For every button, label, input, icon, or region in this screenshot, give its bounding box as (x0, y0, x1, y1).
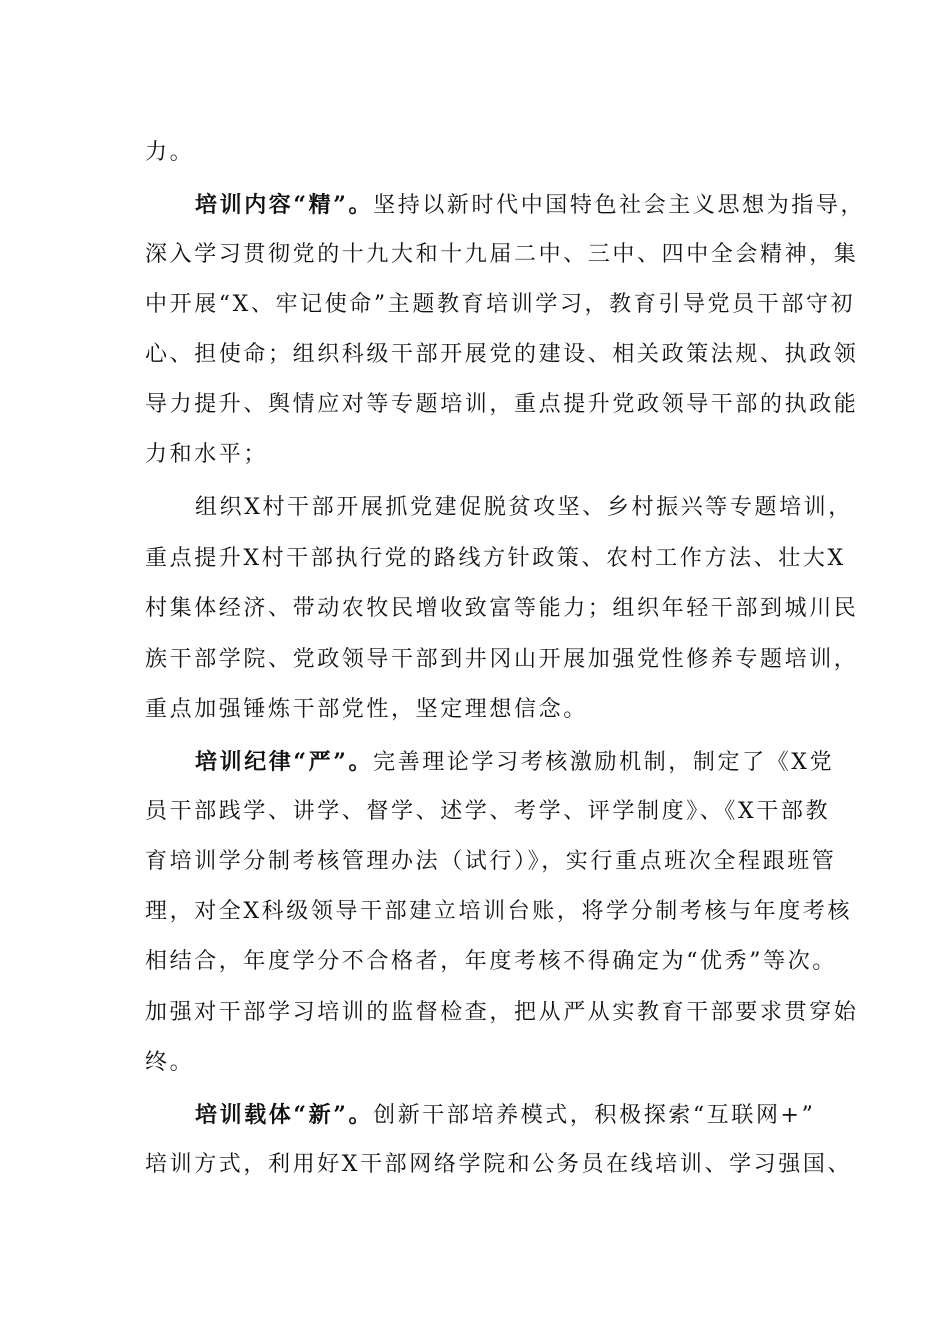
paragraph-line: 族干部学院、党政领导干部到井冈山开展加强党性修养专题培训， (145, 647, 859, 672)
section-heading: 培训内容“精”。 (195, 192, 374, 218)
paragraph-line: 深入学习贯彻党的十九大和十九届二中、三中、四中全会精神，集 (145, 242, 859, 267)
paragraph-line: 培训内容“精”。坚持以新时代中国特色社会主义思想为指导， (195, 192, 866, 218)
paragraph-line: 力和水平； (145, 442, 269, 467)
paragraph-line: 终。 (145, 1050, 195, 1075)
paragraph-line: 育培训学分制考核管理办法（试行）》，实行重点班次全程跟班管 (145, 849, 837, 874)
paragraph-line: 员干部践学、讲学、督学、述学、考学、评学制度》、《X干部教 (145, 799, 831, 824)
paragraph-line: 力。 (145, 140, 195, 165)
paragraph-line: 村集体经济、带动农牧民增收致富等能力；组织年轻干部到城川民 (145, 596, 859, 621)
paragraph-line: 理，对全X科级领导干部建立培训台账，将学分制考核与年度考核 (145, 899, 853, 924)
section-heading: 培训载体“新”。 (195, 1102, 374, 1128)
paragraph-line: 培训载体“新”。创新干部培养模式，积极探索“互联网+” (195, 1102, 816, 1128)
paragraph-line: 组织X村干部开展抓党建促脱贫攻坚、乡村振兴等专题培训， (195, 495, 853, 520)
paragraph-line: 中开展“X、牢记使命”主题教育培训学习，教育引导党员干部守初 (145, 292, 856, 317)
section-heading: 培训纪律“严”。 (195, 749, 374, 775)
paragraph-line: 重点加强锤炼干部党性，坚定理想信念。 (145, 697, 588, 722)
paragraph-line: 培训纪律“严”。完善理论学习考核激励机制，制定了《X党 (195, 749, 835, 775)
paragraph-line: 重点提升X村干部执行党的路线方针政策、农村工作方法、壮大X (145, 546, 846, 571)
paragraph-line: 相结合，年度学分不合格者，年度考核不得确定为“优秀”等次。 (145, 949, 837, 974)
paragraph-line: 心、担使命；组织科级干部开展党的建设、相关政策法规、执政领 (145, 342, 859, 367)
paragraph-line: 加强对干部学习培训的监督检查，把从严从实教育干部要求贯穿始 (145, 1000, 859, 1025)
paragraph-line: 培训方式，利用好X干部网络学院和公务员在线培训、学习强国、 (145, 1152, 853, 1177)
paragraph-line: 导力提升、舆情应对等专题培训，重点提升党政领导干部的执政能 (145, 392, 859, 417)
